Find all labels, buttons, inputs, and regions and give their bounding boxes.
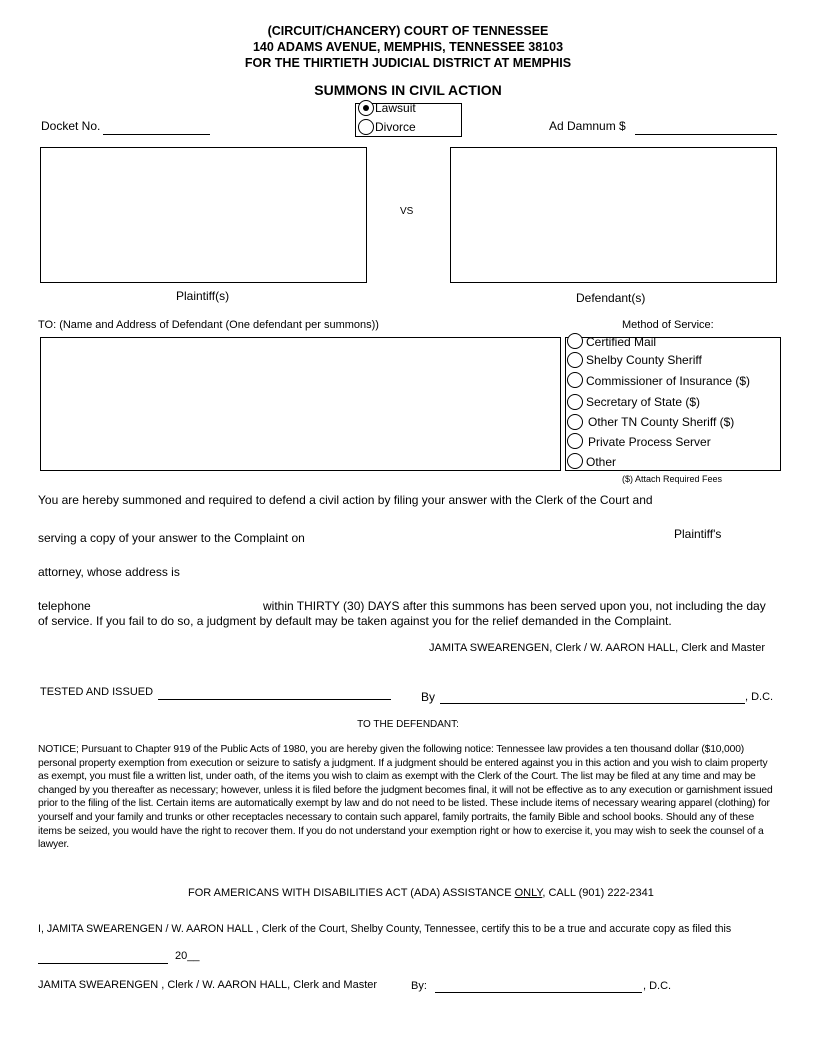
telephone-label: telephone: [38, 599, 91, 613]
secretary-state-label: Secretary of State ($): [586, 395, 701, 409]
certify-clerk-line: JAMITA SWEARENGEN , Clerk / W. AARON HALL, Clerk and Master: [38, 979, 378, 991]
certified-mail-label: Certified Mail: [586, 335, 657, 349]
default-judgment-text: of service. If you fail to do so, a judgment by default may be taken against you for the relief demanded in the Complaint.: [38, 614, 672, 628]
ad-damnum-field[interactable]: [635, 120, 777, 135]
certify-dc-label: , D.C.: [643, 980, 672, 992]
divorce-radio[interactable]: [358, 119, 374, 135]
commissioner-insurance-radio[interactable]: [567, 372, 583, 388]
certify-year: 20__: [175, 950, 200, 962]
exemption-notice-text: NOTICE; Pursuant to Chapter 919 of the Public Acts of 1980, you are hereby given the following notice: Tennessee law provides a ten thousand dollar ($10,000) personal property exemption from execution or seizure to satisfy a judgment. If a judgment should be entered against you in this action and you wish to claim property as exempt, you must file a written list, under oath, of the items you wish to claim as exempt with the Clerk of the Court. The list may be filed at any time and may be changed by you thereafter as necessary; however, unless it is filed before the judgment becomes final, it will not be effective as to any execution or garnishment issued prior to the filing of the list. Certain items are automatically exempt by law and do not need to be listed. These include items of necessary wearing apparel (clothing) for yourself and your family and trunks or other receptacles necessary to contain such apparel, family portraits, the family Bible and school books. Should any of these items be seized, you would have the right to recover them. If you do not understand your exemption right or how to exercise it, you may wish to seek the counsel of a lawyer.: [38, 744, 773, 851]
by-signature-field[interactable]: [440, 690, 745, 704]
private-process-label: Private Process Server: [588, 435, 711, 449]
vs-label: VS: [400, 206, 414, 217]
other-service-label: Other: [586, 455, 617, 469]
method-of-service-label: Method of Service:: [622, 319, 714, 331]
defendant-address-box[interactable]: [40, 337, 561, 471]
other-service-radio[interactable]: [567, 453, 583, 469]
court-district: FOR THE THIRTIETH JUDICIAL DISTRICT AT MEMPHIS: [244, 56, 572, 70]
within-thirty-days-text: within THIRTY (30) DAYS after this summons has been served upon you, not including the day: [263, 599, 766, 613]
notice-heading: TO THE DEFENDANT:: [357, 719, 459, 730]
to-defendant-label: TO: (Name and Address of Defendant (One defendant per summons)): [38, 319, 379, 331]
plaintiff-box[interactable]: [40, 147, 367, 283]
certify-by-label: By:: [411, 980, 427, 992]
shelby-sheriff-radio[interactable]: [567, 352, 583, 368]
by-label: By: [421, 690, 436, 704]
other-tn-sheriff-label: Other TN County Sheriff ($): [588, 415, 735, 429]
private-process-radio[interactable]: [567, 433, 583, 449]
summons-paragraph-2: serving a copy of your answer to the Complaint on: [38, 531, 305, 545]
other-tn-sheriff-radio[interactable]: [567, 414, 583, 430]
fees-note: ($) Attach Required Fees: [622, 474, 723, 484]
docket-number-field[interactable]: [103, 120, 210, 135]
secretary-state-radio[interactable]: [567, 394, 583, 410]
summons-paragraph-1: You are hereby summoned and required to defend a civil action by filing your answer with the Clerk of the Court and: [38, 493, 653, 507]
ad-damnum-label: Ad Damnum $: [549, 119, 626, 133]
plaintiff-label: Plaintiff(s): [176, 289, 230, 303]
lawsuit-radio[interactable]: [358, 100, 374, 116]
tested-issued-label: TESTED AND ISSUED: [40, 686, 154, 698]
dc-label: , D.C.: [745, 691, 774, 703]
plaintiffs-label: Plaintiff's: [674, 527, 722, 541]
ada-phone-text: , CALL (901) 222-2341: [542, 887, 654, 899]
court-address: 140 ADAMS AVENUE, MEMPHIS, TENNESSEE 38103: [252, 40, 564, 54]
certify-text: I, JAMITA SWEARENGEN / W. AARON HALL , Clerk of the Court, Shelby County, Tennessee, certify this to be a true and accurate copy as filed this: [38, 923, 732, 935]
certify-date-field[interactable]: [38, 951, 168, 964]
ada-text-before: FOR AMERICANS WITH DISABILITIES ACT (ADA) ASSISTANCE: [188, 887, 512, 899]
clerk-signature-line: JAMITA SWEARENGEN, Clerk / W. AARON HALL, Clerk and Master: [429, 642, 765, 654]
page-title: SUMMONS IN CIVIL ACTION: [314, 82, 502, 98]
defendant-label: Defendant(s): [576, 291, 646, 305]
defendant-box[interactable]: [450, 147, 777, 283]
ada-assistance-line: [188, 887, 654, 899]
shelby-sheriff-label: Shelby County Sheriff: [586, 353, 702, 367]
attorney-address-label: attorney, whose address is: [38, 565, 180, 579]
tested-issued-field[interactable]: [158, 686, 391, 700]
court-name: (CIRCUIT/CHANCERY) COURT OF TENNESSEE: [267, 24, 549, 38]
lawsuit-label: Lawsuit: [375, 101, 416, 115]
certify-by-field[interactable]: [435, 979, 642, 993]
ada-only-text: ONLY: [514, 887, 543, 899]
divorce-label: Divorce: [375, 120, 416, 134]
certified-mail-radio[interactable]: [567, 333, 583, 349]
docket-label: Docket No.: [41, 119, 101, 133]
commissioner-insurance-label: Commissioner of Insurance ($): [586, 374, 751, 388]
